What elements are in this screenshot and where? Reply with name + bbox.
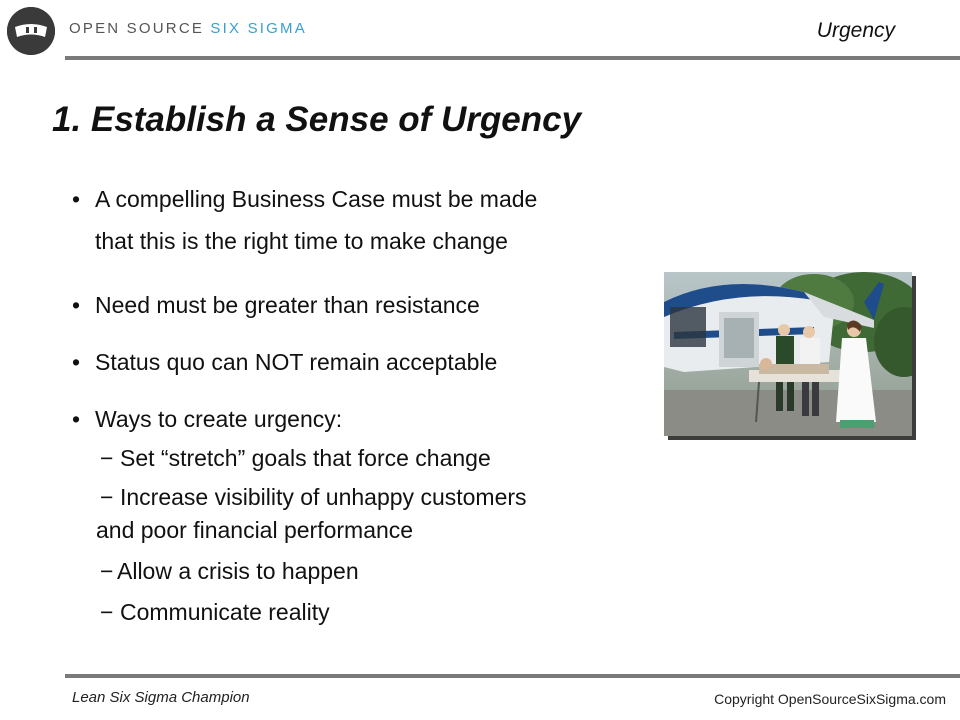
bullet-icon: •: [72, 186, 81, 212]
section-title: Urgency: [816, 19, 895, 42]
helicopter-medical-team-icon: [664, 272, 912, 436]
dash-icon: −: [100, 445, 114, 471]
bullet-list: [72, 178, 652, 630]
bullet-text-continued: that this is the right time to make change: [95, 228, 508, 254]
sub-bullet-text: Communicate reality: [120, 599, 330, 625]
logo-wordmark: [69, 20, 307, 37]
bullet-icon: •: [72, 292, 81, 318]
bullet-item: [72, 398, 652, 440]
bullet-text: Need must be greater than resistance: [95, 292, 480, 318]
bullet-icon: •: [72, 406, 81, 432]
bottom-divider: [65, 674, 960, 678]
footer-copyright: Copyright OpenSourceSixSigma.com: [714, 691, 946, 707]
sub-bullet-item: [72, 594, 652, 630]
dash-icon: −: [100, 484, 114, 510]
dash-icon: −: [100, 558, 114, 584]
sub-bullet-item: [72, 481, 652, 547]
logo-text-main: OPEN SOURCE: [69, 20, 211, 37]
logo-text-accent: SIX SIGMA: [210, 20, 307, 37]
bullet-text: Status quo can NOT remain acceptable: [95, 349, 498, 375]
sub-bullet-item: [72, 440, 652, 476]
sub-bullet-text-continued: and poor financial performance: [96, 517, 414, 543]
sub-bullet-text: Increase visibility of unhappy customers: [120, 484, 527, 510]
footer-course-title: Lean Six Sigma Champion: [72, 689, 250, 706]
bullet-item: [72, 178, 652, 262]
slide-title: 1. Establish a Sense of Urgency: [52, 100, 582, 139]
bullet-item: [72, 341, 652, 383]
bullet-item: [72, 284, 652, 326]
sub-bullet-text: Set “stretch” goals that force change: [120, 445, 491, 471]
sub-bullet-text: Allow a crisis to happen: [117, 558, 359, 584]
sub-bullet-item: [72, 553, 652, 589]
bullet-text: Ways to create urgency:: [95, 406, 343, 432]
bullet-text: A compelling Business Case must be made: [95, 186, 538, 212]
logo-icon: [7, 7, 55, 55]
helicopter-photo: [664, 272, 912, 436]
dash-icon: −: [100, 599, 114, 625]
bullet-icon: •: [72, 349, 81, 375]
top-divider: [65, 56, 960, 60]
